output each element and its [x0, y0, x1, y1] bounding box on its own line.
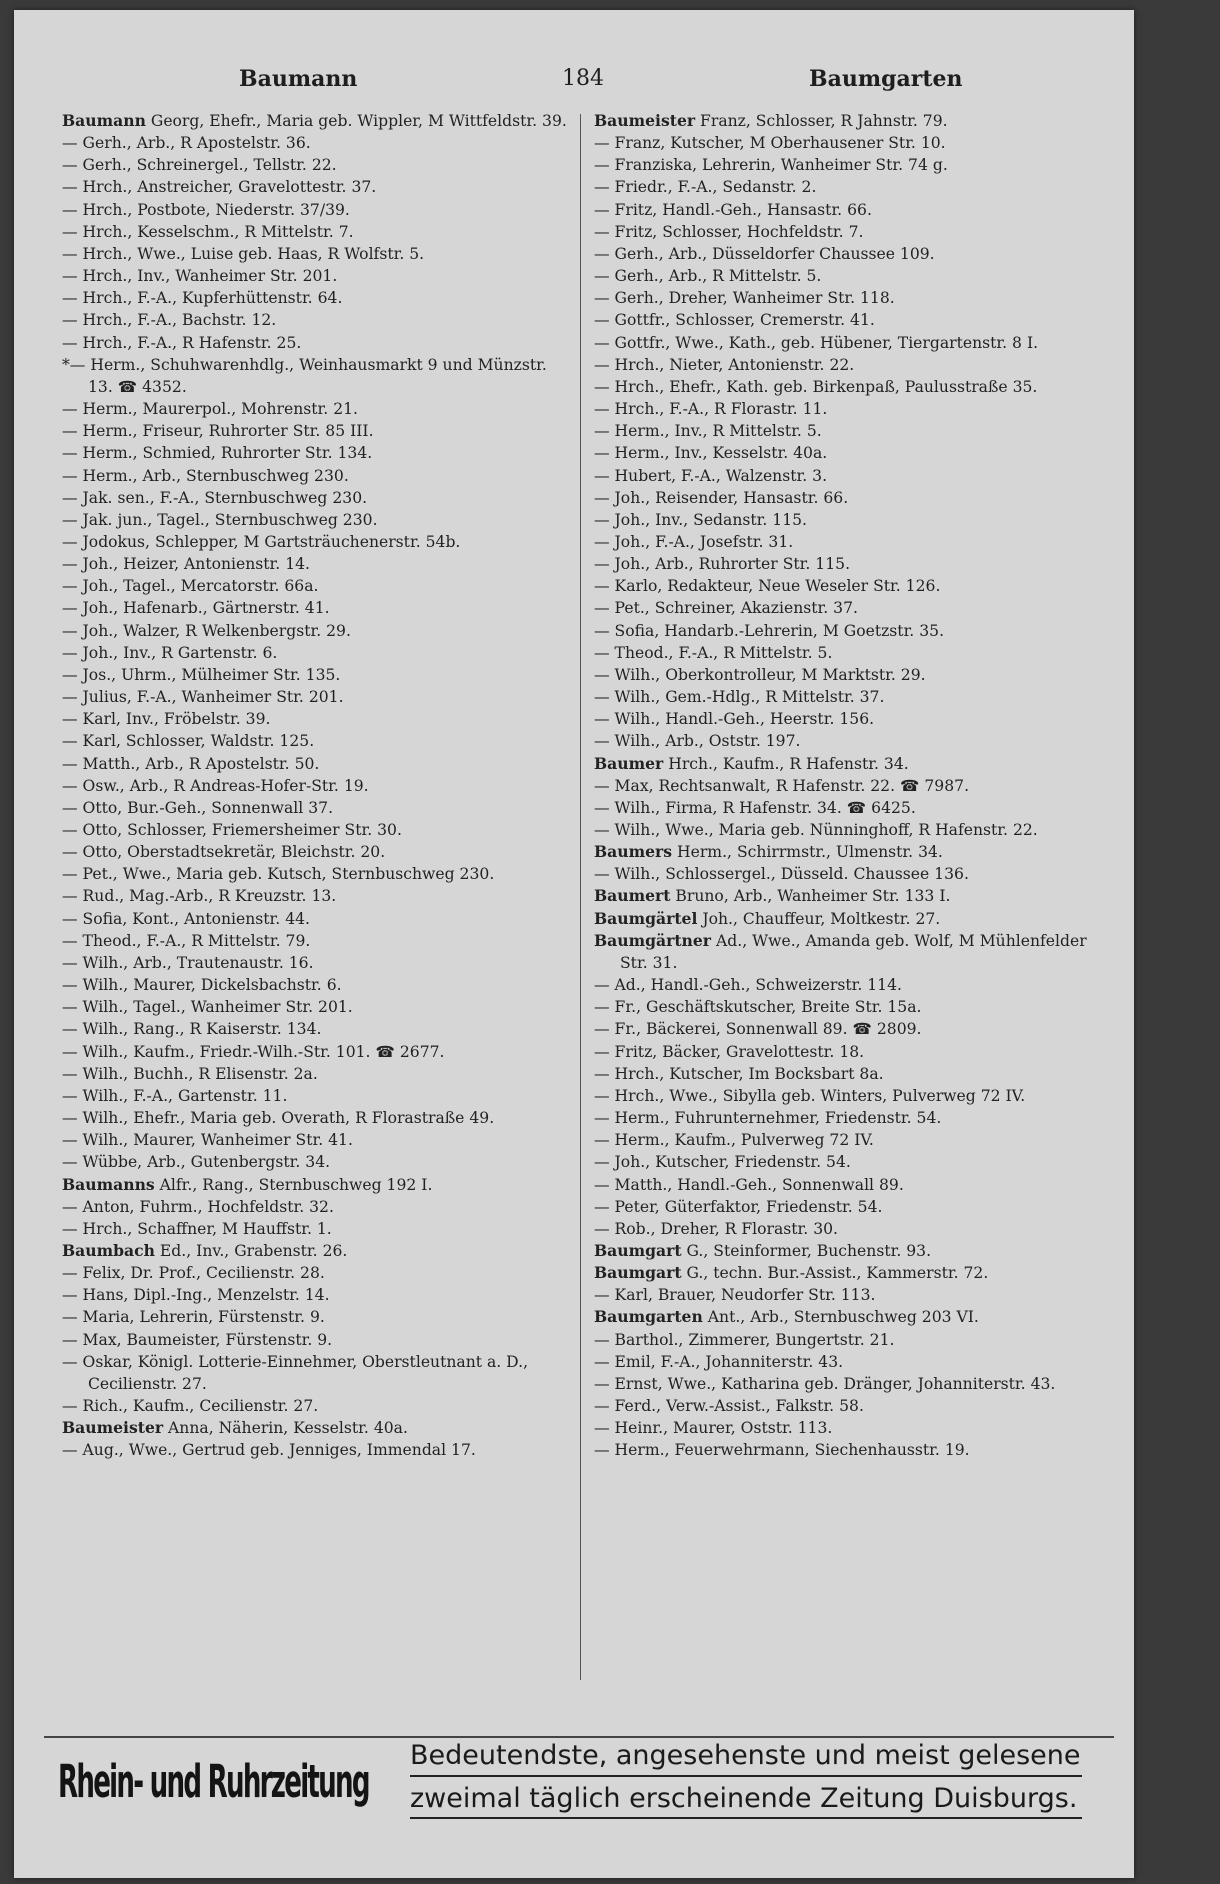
directory-entry [594, 110, 1099, 132]
entry-text: Anna, Näherin, Kesselstr. 40a. [163, 1419, 408, 1438]
directory-entry [594, 908, 1099, 930]
entry-text: — Joh., Hafenarb., Gärtnerstr. 41. [62, 599, 330, 618]
directory-entry [594, 1262, 1099, 1284]
ad-top-rule [44, 1736, 1114, 1738]
directory-entry [62, 686, 567, 708]
directory-entry [594, 221, 1099, 243]
entry-text: — Emil, F.-A., Johanniterstr. 43. [594, 1352, 844, 1371]
page-number: 184 [562, 66, 604, 91]
newspaper-advertisement [44, 1732, 1114, 1842]
entry-text: — Hrch., F.-A., Kupferhüttenstr. 64. [62, 289, 343, 308]
directory-entry [594, 243, 1099, 265]
directory-entry [594, 686, 1099, 708]
directory-entry [594, 1373, 1099, 1395]
entry-text: — Heinr., Maurer, Oststr. 113. [594, 1419, 833, 1438]
entry-text: — Wilh., Handl.-Geh., Heerstr. 156. [594, 710, 875, 729]
entry-text: — Gerh., Arb., Düsseldorfer Chaussee 109. [594, 244, 935, 263]
entry-text: — Theod., F.-A., R Mittelstr. 79. [62, 931, 311, 950]
entry-text: — Gottfr., Schlosser, Cremerstr. 41. [594, 311, 875, 330]
directory-entry [62, 642, 567, 664]
entry-text: — Anton, Fuhrm., Hochfeldstr. 32. [62, 1197, 334, 1216]
entry-text: — Hans, Dipl.-Ing., Menzelstr. 14. [62, 1286, 330, 1305]
right-column [594, 110, 1099, 1462]
entry-text: — Herm., Inv., Kesselstr. 40a. [594, 444, 828, 463]
directory-entry [594, 332, 1099, 354]
entry-text: — Hrch., Inv., Wanheimer Str. 201. [62, 267, 338, 286]
directory-entry [594, 1417, 1099, 1439]
directory-entry [594, 287, 1099, 309]
entry-text: — Hrch., F.-A., R Florastr. 11. [594, 400, 828, 419]
entry-text: — Fr., Bäckerei, Sonnenwall 89. ☎ 2809. [594, 1020, 922, 1039]
entry-text: — Theod., F.-A., R Mittelstr. 5. [594, 643, 833, 662]
directory-entry [594, 553, 1099, 575]
header-right-keyword: Baumgarten [809, 66, 963, 92]
directory-entry [594, 575, 1099, 597]
directory-entry [594, 642, 1099, 664]
directory-entry [62, 1395, 567, 1417]
directory-entry [594, 885, 1099, 907]
directory-entry [62, 664, 567, 686]
entry-surname: Baumgart [594, 1240, 682, 1260]
directory-entry [62, 221, 567, 243]
entry-surname: Baumgarten [594, 1307, 703, 1327]
entry-text: Alfr., Rang., Sternbuschweg 192 I. [154, 1175, 433, 1194]
directory-entry [62, 243, 567, 265]
directory-entry [594, 199, 1099, 221]
entry-text: — Karl, Schlosser, Waldstr. 125. [62, 732, 315, 751]
directory-entry [62, 797, 567, 819]
entry-text: — Hrch., F.-A., Bachstr. 12. [62, 311, 277, 330]
directory-entry [62, 575, 567, 597]
directory-entry [594, 775, 1099, 797]
directory-entry [594, 819, 1099, 841]
entry-text: — Herm., Schmied, Ruhrorter Str. 134. [62, 444, 373, 463]
directory-entry [594, 664, 1099, 686]
directory-entry [62, 332, 567, 354]
entry-text: — Fr., Geschäftskutscher, Breite Str. 15a. [594, 998, 922, 1017]
entry-text: — Wilh., Firma, R Hafenstr. 34. ☎ 6425. [594, 798, 916, 817]
entry-text: — Aug., Wwe., Gertrud geb. Jenniges, Immendal 17. [62, 1441, 476, 1460]
entry-text: — Jak. jun., Tagel., Sternbuschweg 230. [62, 510, 378, 529]
directory-entry [594, 465, 1099, 487]
entry-text: Georg, Ehefr., Maria geb. Wippler, M Wittfeldstr. 39. [145, 112, 567, 130]
directory-entry [594, 176, 1099, 198]
entry-text: — Karl, Inv., Fröbelstr. 39. [62, 710, 271, 729]
directory-entry [62, 531, 567, 553]
directory-entry [62, 841, 567, 863]
entry-text: — Matth., Handl.-Geh., Sonnenwall 89. [594, 1175, 904, 1194]
entry-text: — Wilh., Schlossergel., Düsseld. Chaussee 136. [594, 865, 969, 884]
directory-entry [62, 863, 567, 885]
entry-text: — Hrch., Schaffner, M Hauffstr. 1. [62, 1219, 332, 1238]
directory-entry [594, 1284, 1099, 1306]
directory-entry [62, 1063, 567, 1085]
ad-text [410, 1740, 1110, 1819]
entry-text: — Hrch., Kesselschm., R Mittelstr. 7. [62, 222, 354, 241]
entry-text: — Rob., Dreher, R Florastr. 30. [594, 1219, 839, 1238]
entry-text: — Wilh., F.-A., Gartenstr. 11. [62, 1086, 288, 1105]
entry-text: — Joh., Arb., Ruhrorter Str. 115. [594, 555, 851, 574]
entry-text: — Otto, Bur.-Geh., Sonnenwall 37. [62, 798, 334, 817]
directory-entry [594, 1395, 1099, 1417]
entry-text: — Sofia, Handarb.-Lehrerin, M Goetzstr. 35. [594, 621, 945, 640]
directory-entry [62, 110, 567, 132]
directory-entry [62, 819, 567, 841]
entry-text: — Otto, Oberstadtsekretär, Bleichstr. 20. [62, 843, 386, 862]
entry-text: — Joh., Walzer, R Welkenbergstr. 29. [62, 621, 351, 640]
entry-text: — Max, Rechtsanwalt, R Hafenstr. 22. ☎ 7987. [594, 776, 970, 795]
directory-entry [594, 1306, 1099, 1328]
directory-entry [594, 1041, 1099, 1063]
directory-entry [62, 1351, 567, 1395]
entry-text: — Hrch., Wwe., Sibylla geb. Winters, Pulverweg 72 IV. [594, 1086, 1026, 1105]
entry-text: — Hrch., Anstreicher, Gravelottestr. 37. [62, 178, 377, 197]
directory-entry [62, 1196, 567, 1218]
directory-entry [62, 199, 567, 221]
directory-entry [594, 1151, 1099, 1173]
entry-text: — Franz, Kutscher, M Oberhausener Str. 10. [594, 134, 946, 153]
directory-entry [594, 1174, 1099, 1196]
directory-entry [594, 708, 1099, 730]
directory-entry [62, 597, 567, 619]
directory-entry [594, 597, 1099, 619]
entry-text: — Herm., Inv., R Mittelstr. 5. [594, 422, 822, 441]
entry-surname: Baumbach [62, 1240, 155, 1260]
entry-text: Franz, Schlosser, R Jahnstr. 79. [695, 112, 948, 130]
entry-text: — Joh., F.-A., Josefstr. 31. [594, 532, 794, 551]
entry-text: — Herm., Feuerwehrmann, Siechenhausstr. 19. [594, 1441, 970, 1460]
directory-entry [62, 952, 567, 974]
entry-text: — Pet., Schreiner, Akazienstr. 37. [594, 599, 858, 618]
entry-text: — Hrch., Kutscher, Im Bocksbart 8a. [594, 1064, 884, 1083]
entry-text: Hrch., Kaufm., R Hafenstr. 34. [663, 754, 909, 773]
entry-text: — Max, Baumeister, Fürstenstr. 9. [62, 1330, 333, 1349]
directory-entry [594, 420, 1099, 442]
ad-logo: Rhein- und Ruhrzeitung [58, 1755, 369, 1808]
entry-text: — Gerh., Dreher, Wanheimer Str. 118. [594, 289, 895, 308]
directory-entry [62, 132, 567, 154]
directory-entry [62, 487, 567, 509]
entry-text: — Wilh., Maurer, Dickelsbachstr. 6. [62, 976, 342, 995]
directory-entry [62, 354, 567, 398]
directory-entry [62, 1240, 567, 1262]
entry-text: — Julius, F.-A., Wanheimer Str. 201. [62, 688, 344, 707]
entry-text: — Gerh., Schreinergel., Tellstr. 22. [62, 156, 337, 175]
directory-entry [62, 1439, 567, 1461]
directory-entry [62, 708, 567, 730]
directory-entry [594, 509, 1099, 531]
directory-entry [62, 465, 567, 487]
directory-entry [62, 775, 567, 797]
directory-entry [594, 154, 1099, 176]
directory-entry [62, 1041, 567, 1063]
directory-entry [62, 442, 567, 464]
entry-surname: Baumeister [594, 111, 696, 130]
entry-text: — Wilh., Arb., Trautenaustr. 16. [62, 953, 314, 972]
entry-text: Bruno, Arb., Wanheimer Str. 133 I. [670, 887, 951, 906]
directory-page [14, 10, 1134, 1878]
entry-text: — Friedr., F.-A., Sedanstr. 2. [594, 178, 817, 197]
directory-entry [594, 974, 1099, 996]
directory-entry [62, 1306, 567, 1328]
directory-entry [62, 1262, 567, 1284]
directory-entry [62, 753, 567, 775]
entry-text: — Sofia, Kont., Antonienstr. 44. [62, 909, 311, 928]
entry-surname: Baumeister [62, 1418, 164, 1438]
entry-surname: Baumgart [594, 1263, 682, 1283]
entry-surname: Baumann [62, 111, 146, 130]
entry-text: — Jak. sen., F.-A., Sternbuschweg 230. [62, 488, 368, 507]
entry-text: — Herm., Maurerpol., Mohrenstr. 21. [62, 400, 359, 419]
directory-entry [62, 1129, 567, 1151]
directory-entry [62, 996, 567, 1018]
entry-text: — Wilh., Ehefr., Maria geb. Overath, R Florastraße 49. [62, 1109, 495, 1128]
directory-entry [594, 841, 1099, 863]
entry-text: — Wilh., Rang., R Kaiserstr. 134. [62, 1020, 322, 1039]
entry-text: — Wilh., Wwe., Maria geb. Nünninghoff, R Hafenstr. 22. [594, 821, 1038, 839]
directory-entry [594, 1240, 1099, 1262]
directory-entry [594, 398, 1099, 420]
directory-entry [62, 930, 567, 952]
ad-line-2: zweimal täglich erscheinende Zeitung Duisburgs. [410, 1777, 1082, 1819]
entry-text: — Herm., Friseur, Ruhrorter Str. 85 III. [62, 422, 374, 441]
entry-text: — Hrch., Ehefr., Kath. geb. Birkenpaß, Paulusstraße 35. [594, 377, 1038, 396]
ad-line-1: Bedeutendste, angesehenste und meist gelesene [410, 1740, 1082, 1777]
entry-text: — Fritz, Bäcker, Gravelottestr. 18. [594, 1042, 865, 1061]
directory-entry [594, 730, 1099, 752]
entry-text: — Rud., Mag.-Arb., R Kreuzstr. 13. [62, 887, 337, 906]
directory-entry [62, 885, 567, 907]
page-header [14, 66, 1134, 96]
entry-text: — Gerh., Arb., R Apostelstr. 36. [62, 134, 311, 153]
entry-text: — Wilh., Gem.-Hdlg., R Mittelstr. 37. [594, 688, 885, 707]
entry-text: — Karl, Brauer, Neudorfer Str. 113. [594, 1286, 876, 1305]
entry-text: Ad., Wwe., Amanda geb. Wolf, M Mühlenfelder Str. 31. [620, 931, 1087, 972]
entry-text: — Maria, Lehrerin, Fürstenstr. 9. [62, 1308, 325, 1327]
entry-text: — Rich., Kaufm., Cecilienstr. 27. [62, 1397, 319, 1416]
entry-surname: Baumers [594, 842, 673, 862]
directory-entry [594, 531, 1099, 553]
directory-entry [594, 1351, 1099, 1373]
entry-text: — Felix, Dr. Prof., Cecilienstr. 28. [62, 1264, 325, 1283]
directory-entry [594, 1218, 1099, 1240]
entry-surname: Baumer [594, 753, 664, 773]
directory-entry [62, 398, 567, 420]
directory-entry [594, 376, 1099, 398]
entry-text: — Ernst, Wwe., Katharina geb. Dränger, Johanniterstr. 43. [594, 1374, 1056, 1393]
entry-text: — Joh., Heizer, Antonienstr. 14. [62, 555, 310, 574]
entry-text: — Fritz, Schlosser, Hochfeldstr. 7. [594, 222, 864, 241]
entry-text: — Peter, Güterfaktor, Friedenstr. 54. [594, 1197, 883, 1216]
entry-text: — Gottfr., Wwe., Kath., geb. Hübener, Tiergartenstr. 8 I. [594, 333, 1039, 352]
column-divider [580, 114, 581, 1680]
directory-entry [594, 1196, 1099, 1218]
directory-entry [62, 553, 567, 575]
entry-text: — Hrch., Nieter, Antonienstr. 22. [594, 355, 855, 374]
directory-entry [594, 620, 1099, 642]
directory-entry [594, 1063, 1099, 1085]
directory-entry [62, 1174, 567, 1196]
entry-text: — Osw., Arb., R Andreas-Hofer-Str. 19. [62, 776, 369, 795]
entry-text: — Barthol., Zimmerer, Bungertstr. 21. [594, 1330, 895, 1349]
entry-text: — Ad., Handl.-Geh., Schweizerstr. 114. [594, 976, 902, 995]
directory-entry [62, 1218, 567, 1240]
entry-text: Herm., Schirrmstr., Ulmenstr. 34. [672, 843, 943, 862]
entry-text: — Jodokus, Schlepper, M Gartsträuchenerstr. 54b. [62, 532, 461, 551]
entry-text: Joh., Chauffeur, Moltkestr. 27. [697, 909, 941, 928]
directory-entry [62, 908, 567, 930]
entry-surname: Baumgärtel [594, 908, 698, 928]
entry-text: — Herm., Kaufm., Pulverweg 72 IV. [594, 1131, 874, 1150]
entry-text: — Wilh., Oberkontrolleur, M Marktstr. 29. [594, 665, 926, 684]
directory-entry [62, 420, 567, 442]
directory-entry [594, 797, 1099, 819]
entry-surname: Baumert [594, 886, 671, 906]
entry-text: — Wilh., Buchh., R Elisenstr. 2a. [62, 1064, 318, 1083]
entry-text: — Karlo, Redakteur, Neue Weseler Str. 126. [594, 577, 941, 596]
entry-text: — Herm., Fuhrunternehmer, Friedenstr. 54. [594, 1109, 942, 1128]
directory-entry [62, 1329, 567, 1351]
entry-text: — Wilh., Tagel., Wanheimer Str. 201. [62, 998, 353, 1017]
directory-entry [594, 309, 1099, 331]
directory-entry [594, 1129, 1099, 1151]
directory-entry [594, 753, 1099, 775]
entry-text: — Joh., Tagel., Mercatorstr. 66a. [62, 577, 319, 596]
directory-entry [62, 1151, 567, 1173]
entry-text: G., Steinformer, Buchenstr. 93. [681, 1241, 932, 1260]
left-column [62, 110, 567, 1462]
entry-text: G., techn. Bur.-Assist., Kammerstr. 72. [681, 1264, 989, 1283]
entry-surname: Baumanns [62, 1174, 155, 1194]
directory-entry [594, 354, 1099, 376]
entry-text: *— Herm., Schuhwarenhdlg., Weinhausmarkt 9 und Münzstr. 13. ☎ 4352. [62, 355, 547, 396]
entry-text: — Hrch., F.-A., R Hafenstr. 25. [62, 333, 302, 352]
entry-text: Ant., Arb., Sternbuschweg 203 VI. [702, 1308, 979, 1327]
directory-entry [594, 487, 1099, 509]
directory-entry [62, 1417, 567, 1439]
directory-entry [594, 265, 1099, 287]
directory-entry [594, 1018, 1099, 1040]
entry-text: — Wübbe, Arb., Gutenbergstr. 34. [62, 1153, 331, 1172]
directory-entry [594, 1329, 1099, 1351]
entry-text: — Gerh., Arb., R Mittelstr. 5. [594, 267, 822, 286]
directory-entry [594, 930, 1099, 974]
entry-text: — Franziska, Lehrerin, Wanheimer Str. 74 g. [594, 156, 948, 175]
directory-entry [594, 1107, 1099, 1129]
directory-entry [62, 620, 567, 642]
entry-text: — Hubert, F.-A., Walzenstr. 3. [594, 466, 828, 485]
directory-entry [62, 730, 567, 752]
directory-entry [62, 1107, 567, 1129]
directory-entry [62, 1284, 567, 1306]
entry-text: — Fritz, Handl.-Geh., Hansastr. 66. [594, 200, 872, 219]
entry-surname: Baumgärtner [594, 930, 712, 950]
entry-text: — Joh., Kutscher, Friedenstr. 54. [594, 1153, 851, 1172]
directory-entry [594, 863, 1099, 885]
directory-entry [62, 509, 567, 531]
entry-text: — Oskar, Königl. Lotterie-Einnehmer, Oberstleutnant a. D., Cecilienstr. 27. [62, 1352, 529, 1393]
entry-text: — Hrch., Postbote, Niederstr. 37/39. [62, 200, 350, 219]
entry-text: — Herm., Arb., Sternbuschweg 230. [62, 466, 349, 485]
directory-entry [62, 1018, 567, 1040]
directory-entry [62, 154, 567, 176]
directory-entry [594, 996, 1099, 1018]
directory-entry [594, 1085, 1099, 1107]
directory-entry [62, 974, 567, 996]
entry-text: — Pet., Wwe., Maria geb. Kutsch, Sternbuschweg 230. [62, 865, 495, 884]
entry-text: — Matth., Arb., R Apostelstr. 50. [62, 754, 320, 773]
entry-text: — Ferd., Verw.-Assist., Falkstr. 58. [594, 1397, 864, 1416]
entry-text: — Jos., Uhrm., Mülheimer Str. 135. [62, 665, 341, 684]
entry-text: — Otto, Schlosser, Friemersheimer Str. 30. [62, 821, 402, 839]
entry-text: — Joh., Reisender, Hansastr. 66. [594, 488, 849, 507]
entry-text: — Wilh., Arb., Oststr. 197. [594, 732, 801, 751]
directory-entry [62, 265, 567, 287]
entry-text: Ed., Inv., Grabenstr. 26. [154, 1241, 348, 1260]
directory-entry [594, 132, 1099, 154]
entry-text: — Hrch., Wwe., Luise geb. Haas, R Wolfstr. 5. [62, 244, 425, 263]
directory-entry [62, 1085, 567, 1107]
header-left-keyword: Baumann [239, 66, 358, 92]
entry-text: — Wilh., Maurer, Wanheimer Str. 41. [62, 1131, 353, 1150]
directory-entry [594, 442, 1099, 464]
directory-entry [594, 1439, 1099, 1461]
entry-text: — Wilh., Kaufm., Friedr.-Wilh.-Str. 101. ☎ 2677. [62, 1042, 445, 1061]
directory-entry [62, 176, 567, 198]
directory-entry [62, 287, 567, 309]
entry-text: — Joh., Inv., Sedanstr. 115. [594, 510, 808, 529]
directory-entry [62, 309, 567, 331]
entry-text: — Joh., Inv., R Gartenstr. 6. [62, 643, 278, 662]
